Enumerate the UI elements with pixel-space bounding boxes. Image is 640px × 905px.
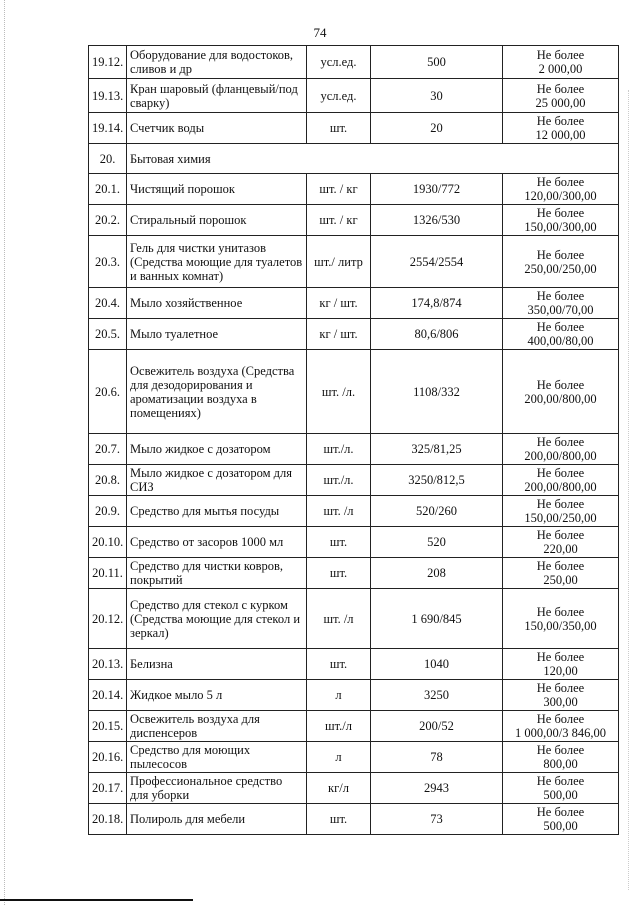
table-row [89,711,619,742]
price-label: Не более [536,175,585,189]
row-number: 20.15. [89,711,127,742]
item-name: Кран шаровый (фланцевый/под сварку) [127,79,307,113]
row-number: 20. [89,144,127,174]
item-name: Полироль для мебели [127,804,307,835]
price-label: Не более [536,774,585,788]
quantity: 3250 [371,680,503,711]
item-name: Профессиональное средство для уборки [127,773,307,804]
unit-of-measure: шт. /л [307,589,371,649]
item-name: Белизна [127,649,307,680]
quantity: 3250/812,5 [371,465,503,496]
quantity: 500 [371,46,503,79]
quantity: 520/260 [371,496,503,527]
table-body [89,46,619,835]
unit-of-measure: шт./л [307,711,371,742]
price-label: Не более [536,805,585,819]
item-name: Мыло жидкое с дозатором [127,434,307,465]
price-label: Не более [536,497,585,511]
price-label: Не более [536,466,585,480]
price-value: 400,00/80,00 [527,334,594,348]
row-number: 20.9. [89,496,127,527]
max-price [503,527,619,558]
unit-of-measure: кг / шт. [307,319,371,350]
quantity: 208 [371,558,503,589]
row-number: 20.6. [89,350,127,434]
quantity: 30 [371,79,503,113]
item-name: Средство от засоров 1000 мл [127,527,307,558]
table-row [89,527,619,558]
max-price [503,496,619,527]
max-price [503,79,619,113]
section-title: Бытовая химия [127,144,619,174]
price-value: 200,00/800,00 [524,480,597,494]
unit-of-measure: шт. /л. [307,350,371,434]
row-number: 20.2. [89,205,127,236]
price-value: 250,00/250,00 [524,261,597,276]
row-number: 20.17. [89,773,127,804]
row-number: 20.3. [89,236,127,288]
price-value: 800,00 [543,757,578,771]
table-row [89,205,619,236]
quantity: 1930/772 [371,174,503,205]
unit-of-measure: шт./л. [307,465,371,496]
unit-of-measure: шт. [307,558,371,589]
max-price [503,46,619,79]
max-price [503,465,619,496]
price-label: Не более [536,528,585,542]
row-number: 20.5. [89,319,127,350]
table-row [89,319,619,350]
unit-of-measure: кг/л [307,773,371,804]
price-label: Не более [536,650,585,664]
table-row [89,350,619,434]
unit-of-measure: л [307,742,371,773]
row-number: 20.4. [89,288,127,319]
unit-of-measure: усл.ед. [307,46,371,79]
item-name: Чистящий порошок [127,174,307,205]
table-row [89,773,619,804]
price-value: 220,00 [543,542,578,556]
row-number: 20.18. [89,804,127,835]
max-price [503,804,619,835]
quantity: 2554/2554 [371,236,503,288]
table-row [89,288,619,319]
unit-of-measure: усл.ед. [307,79,371,113]
price-value: 120,00/300,00 [524,189,597,203]
unit-of-measure: шт. [307,804,371,835]
unit-of-measure: шт. / кг [307,174,371,205]
item-name: Средство для стекол с курком (Средства моющие для стекол и зеркал) [127,589,307,649]
price-value: 150,00/350,00 [524,618,597,633]
price-value: 150,00/300,00 [524,220,597,234]
price-label: Не более [536,320,585,334]
item-name: Мыло хозяйственное [127,288,307,319]
table-row [89,589,619,649]
max-price [503,434,619,465]
table-row [89,46,619,79]
unit-of-measure: шт. /л [307,496,371,527]
quantity: 200/52 [371,711,503,742]
max-price [503,205,619,236]
quantity: 20 [371,113,503,144]
quantity: 325/81,25 [371,434,503,465]
max-price [503,288,619,319]
scan-margin-line [4,0,6,905]
max-price [503,174,619,205]
max-price [503,558,619,589]
price-label: Не более [536,681,585,695]
unit-of-measure: шт. [307,527,371,558]
item-name: Средство для чистки ковров, покрытий [127,558,307,589]
quantity: 1108/332 [371,350,503,434]
price-label: Не более [536,247,585,262]
quantity: 1040 [371,649,503,680]
quantity: 80,6/806 [371,319,503,350]
quantity: 73 [371,804,503,835]
row-number: 20.7. [89,434,127,465]
price-value: 250,00 [543,573,578,587]
item-name: Средство для мытья посуды [127,496,307,527]
item-name: Оборудование для водостоков, сливов и др [127,46,307,79]
row-number: 20.11. [89,558,127,589]
row-number: 19.12. [89,46,127,79]
table-row [89,113,619,144]
row-number: 19.14. [89,113,127,144]
price-label: Не более [536,377,585,392]
price-value: 200,00/800,00 [524,449,597,463]
price-value: 300,00 [543,695,578,709]
table-row [89,236,619,288]
item-name: Счетчик воды [127,113,307,144]
row-number: 20.16. [89,742,127,773]
quantity: 1 690/845 [371,589,503,649]
table-row [89,465,619,496]
item-name: Гель для чистки унитазов (Средства моющие для туалетов и ванных комнат) [127,236,307,288]
max-price [503,350,619,434]
price-value: 12 000,00 [535,128,586,142]
quantity: 78 [371,742,503,773]
unit-of-measure: шт. [307,113,371,144]
price-label: Не более [536,289,585,303]
row-number: 20.14. [89,680,127,711]
price-label: Не более [536,81,585,96]
price-value: 500,00 [543,788,578,802]
unit-of-measure: л [307,680,371,711]
scan-margin-line [628,90,630,890]
item-name: Стиральный порошок [127,205,307,236]
item-name: Средство для моющих пылесосов [127,742,307,773]
item-name: Жидкое мыло 5 л [127,680,307,711]
max-price [503,236,619,288]
max-price [503,113,619,144]
unit-of-measure: шт. / кг [307,205,371,236]
price-value: 200,00/800,00 [524,391,597,406]
unit-of-measure: кг / шт. [307,288,371,319]
max-price [503,319,619,350]
quantity: 2943 [371,773,503,804]
table-row [89,742,619,773]
price-label: Не более [536,604,585,619]
price-value: 120,00 [543,664,578,678]
item-name: Освежитель воздуха для диспенсеров [127,711,307,742]
price-value: 350,00/70,00 [527,303,594,317]
price-label: Не более [536,559,585,573]
row-number: 19.13. [89,79,127,113]
price-value: 2 000,00 [538,62,583,76]
item-name: Освежитель воздуха (Средства для дезодорирования и ароматизации воздуха в помещениях) [127,350,307,434]
unit-of-measure: шт./ литр [307,236,371,288]
table-row [89,649,619,680]
price-value: 500,00 [543,819,578,833]
price-label: Не более [536,743,585,757]
price-label: Не более [536,48,585,62]
section-row [89,144,619,174]
row-number: 20.12. [89,589,127,649]
table-row [89,680,619,711]
price-label: Не более [536,114,585,128]
table-row [89,174,619,205]
max-price [503,742,619,773]
table-row [89,496,619,527]
price-label: Не более [536,712,585,726]
row-number: 20.10. [89,527,127,558]
price-value: 25 000,00 [535,95,586,110]
max-price [503,649,619,680]
price-value: 1 000,00/3 846,00 [515,726,606,740]
unit-of-measure: шт./л. [307,434,371,465]
item-name: Мыло жидкое с дозатором для СИЗ [127,465,307,496]
quantity: 174,8/874 [371,288,503,319]
procurement-table [88,45,619,835]
row-number: 20.8. [89,465,127,496]
price-label: Не более [536,206,585,220]
price-label: Не более [536,435,585,449]
max-price [503,680,619,711]
table-row [89,79,619,113]
max-price [503,773,619,804]
quantity: 520 [371,527,503,558]
footnote-separator [0,899,193,901]
max-price [503,589,619,649]
table-row [89,434,619,465]
unit-of-measure: шт. [307,649,371,680]
quantity: 1326/530 [371,205,503,236]
table-row [89,804,619,835]
page-number: 74 [313,25,327,40]
table-row [89,558,619,589]
max-price [503,711,619,742]
row-number: 20.1. [89,174,127,205]
item-name: Мыло туалетное [127,319,307,350]
row-number: 20.13. [89,649,127,680]
price-value: 150,00/250,00 [524,511,597,525]
